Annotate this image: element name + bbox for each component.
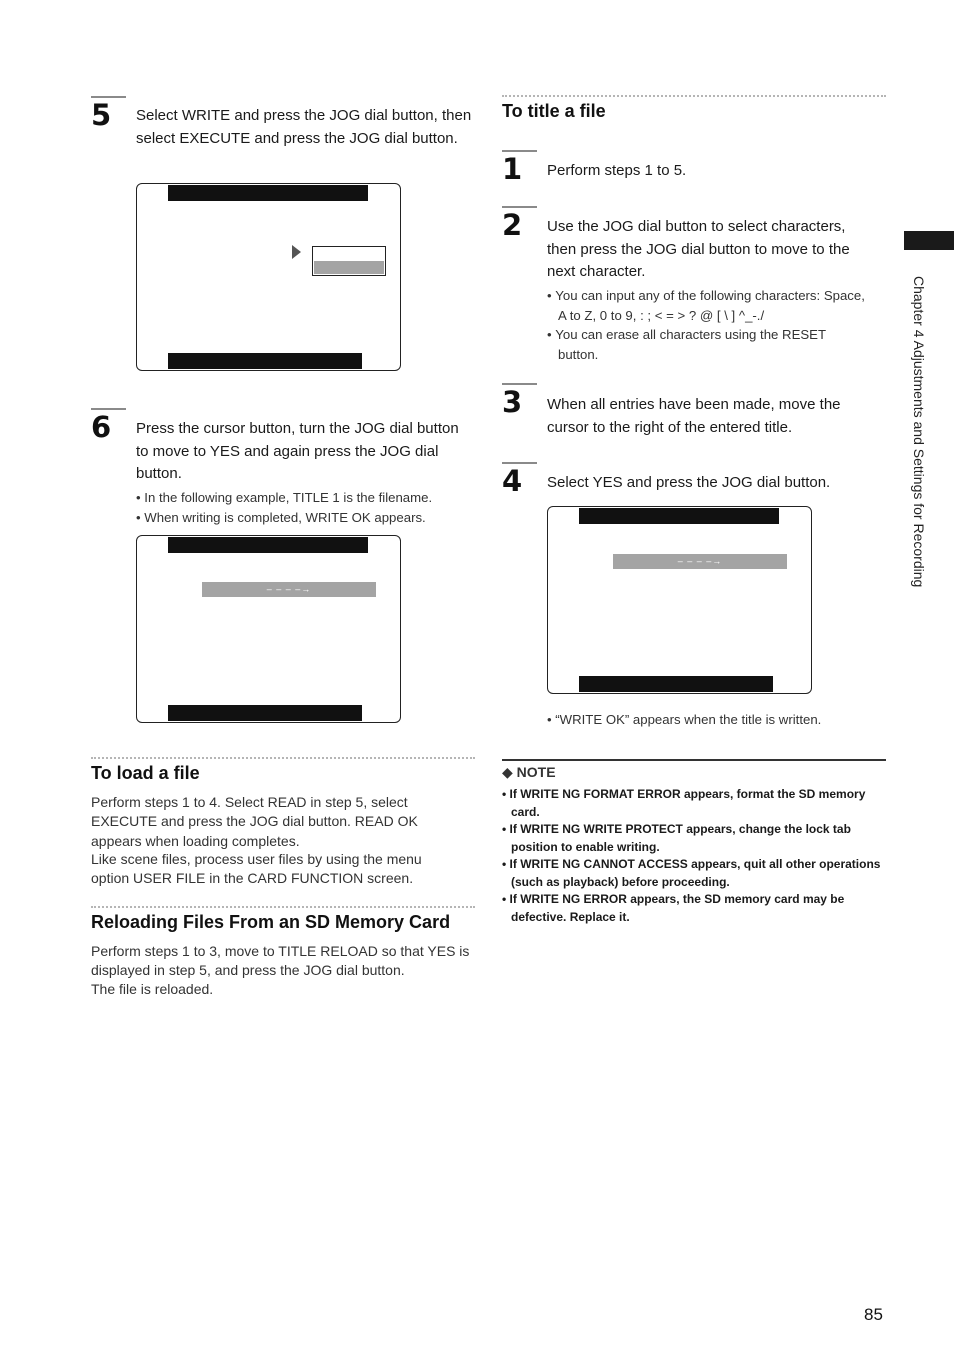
note-item: • If WRITE NG FORMAT ERROR appears, format the SD memory card. bbox=[502, 786, 882, 821]
section-divider bbox=[502, 95, 886, 97]
note-heading: ◆ NOTE bbox=[502, 764, 556, 780]
chapter-label: Chapter 4 Adjustments and Settings for Recording bbox=[911, 276, 927, 588]
step-6-screen-illustration bbox=[136, 535, 401, 723]
note-rule bbox=[502, 759, 886, 761]
cursor-arrow-icon bbox=[292, 245, 301, 259]
step-4-number: 4 bbox=[502, 464, 523, 498]
step-2-bullets bbox=[547, 286, 867, 364]
load-file-body-2: Like scene files, process user files by using the menu option USER FILE in the CARD FUNCTION screen. bbox=[91, 851, 422, 887]
reload-body-2: The file is reloaded. bbox=[91, 981, 214, 997]
load-file-body: Perform steps 1 to 4. Select READ in step 5, select EXECUTE and press the JOG dial button. READ OK appears when loading completes. bbox=[91, 794, 418, 849]
note-item: • If WRITE NG WRITE PROTECT appears, change the lock tab position to enable writing. bbox=[502, 821, 882, 856]
screen-bottom-band bbox=[168, 705, 362, 721]
section-divider bbox=[91, 906, 475, 908]
bullet-item: • When writing is completed, WRITE OK appears. bbox=[136, 508, 476, 528]
step-1-text: Perform steps 1 to 5. bbox=[547, 162, 687, 179]
step-4-text: Select YES and press the JOG dial button. bbox=[547, 474, 831, 491]
screen-progress-bar: – – – –→ bbox=[613, 554, 787, 569]
bullet-item: • In the following example, TITLE 1 is the filename. bbox=[136, 488, 476, 508]
bullet-item: • You can erase all characters using the RESET button. bbox=[547, 325, 867, 364]
screen-top-band bbox=[168, 537, 368, 553]
step-5-text: Select WRITE and press the JOG dial button, then select EXECUTE and press the JOG dial button. bbox=[136, 107, 472, 147]
screen-top-band bbox=[579, 508, 779, 524]
step-3-text: When all entries have been made, move the cursor to the right of the entered title. bbox=[547, 396, 841, 436]
section-divider bbox=[91, 757, 475, 759]
title-file-heading: To title a file bbox=[502, 101, 606, 121]
chapter-tab bbox=[904, 231, 954, 250]
step-5-screen-illustration bbox=[136, 183, 401, 371]
selection-box-highlight bbox=[314, 261, 384, 274]
reload-title: Reloading Files From an SD Memory Card bbox=[91, 912, 451, 932]
step-4-screen-illustration bbox=[547, 506, 812, 694]
page-number: 85 bbox=[864, 1305, 883, 1324]
reload-body: Perform steps 1 to 3, move to TITLE RELOAD so that YES is displayed in step 5, and press the JOG dial button. bbox=[91, 943, 470, 979]
note-item: • If WRITE NG CANNOT ACCESS appears, quit all other operations (such as playback) before proceeding. bbox=[502, 856, 882, 891]
step-3-number: 3 bbox=[502, 385, 523, 419]
bullet-item: • “WRITE OK” appears when the title is written. bbox=[547, 710, 867, 730]
step-6-text: Press the cursor button, turn the JOG dial button to move to YES and again press the JOG dial button. bbox=[136, 420, 459, 482]
step-2-text: Use the JOG dial button to select characters, then press the JOG dial button to move to the next character. bbox=[547, 218, 850, 280]
step-4-bullets bbox=[547, 710, 867, 730]
screen-selection-box bbox=[312, 246, 386, 276]
screen-bottom-band bbox=[579, 676, 773, 692]
screen-top-band bbox=[168, 185, 368, 201]
note-list bbox=[502, 786, 882, 926]
bullet-item: • You can input any of the following characters: Space, A to Z, 0 to 9, : ; < = > ? @ [ \ ] ^_-./ bbox=[547, 286, 867, 325]
step-6-bullets bbox=[136, 488, 476, 527]
step-1-number: 1 bbox=[502, 152, 523, 186]
screen-bottom-band bbox=[168, 353, 362, 369]
step-6-number: 6 bbox=[91, 410, 112, 444]
load-file-title: To load a file bbox=[91, 763, 200, 783]
step-5-number: 5 bbox=[91, 98, 112, 132]
screen-progress-bar: – – – –→ bbox=[202, 582, 376, 597]
step-2-number: 2 bbox=[502, 208, 523, 242]
note-item: • If WRITE NG ERROR appears, the SD memory card may be defective. Replace it. bbox=[502, 891, 882, 926]
